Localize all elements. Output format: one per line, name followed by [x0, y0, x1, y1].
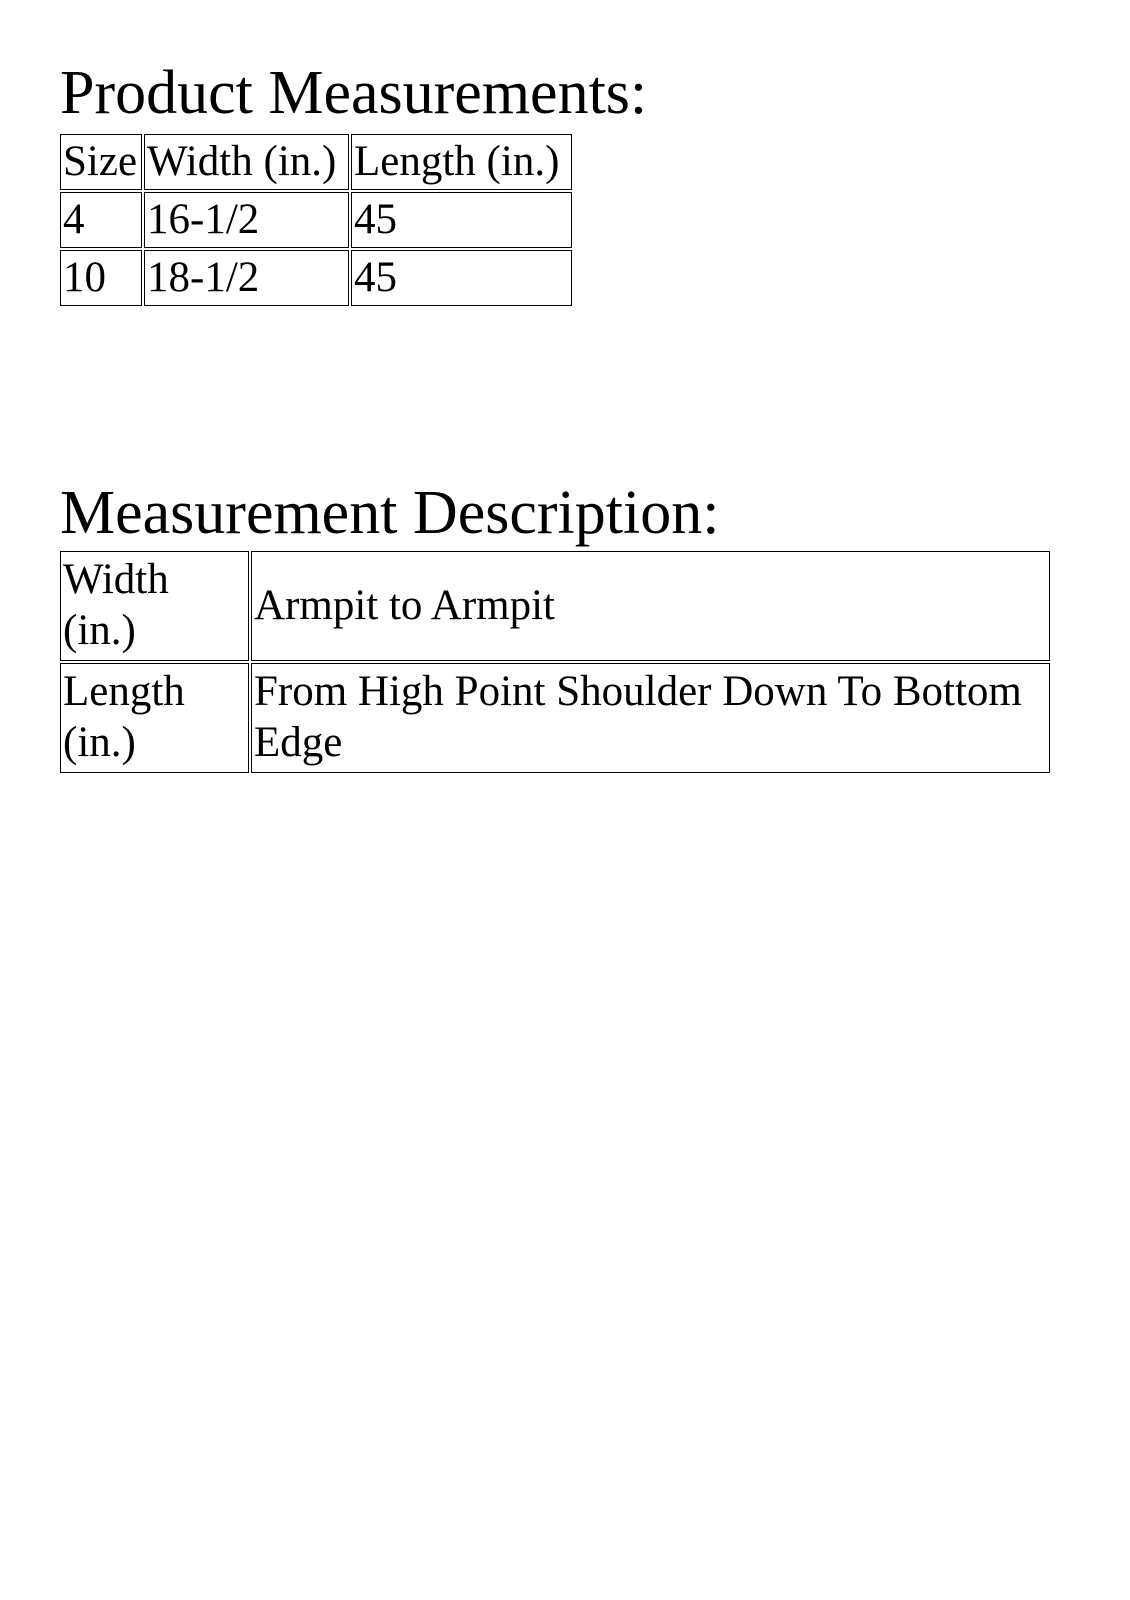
cell-size: 10	[60, 250, 142, 306]
measurement-description-title: Measurement Description:	[60, 479, 720, 547]
cell-size: 4	[60, 192, 142, 248]
table-row	[60, 250, 572, 306]
term-cell: Width (in.)	[60, 551, 249, 661]
table-row	[60, 663, 1050, 773]
cell-width: 16-1/2	[144, 192, 349, 248]
cell-length: 45	[351, 250, 572, 306]
header-length: Length (in.)	[351, 134, 572, 190]
cell-length: 45	[351, 192, 572, 248]
table-row	[60, 192, 572, 248]
measurement-description-table	[58, 549, 1052, 775]
description-cell: From High Point Shoulder Down To Bottom Edge	[251, 663, 1050, 773]
table-row	[60, 551, 1050, 661]
product-measurements-title: Product Measurements:	[60, 59, 648, 127]
cell-width: 18-1/2	[144, 250, 349, 306]
header-width: Width (in.)	[144, 134, 349, 190]
table-header-row	[60, 134, 572, 190]
description-cell: Armpit to Armpit	[251, 551, 1050, 661]
header-size: Size	[60, 134, 142, 190]
product-measurements-table	[58, 132, 574, 308]
term-cell: Length (in.)	[60, 663, 249, 773]
